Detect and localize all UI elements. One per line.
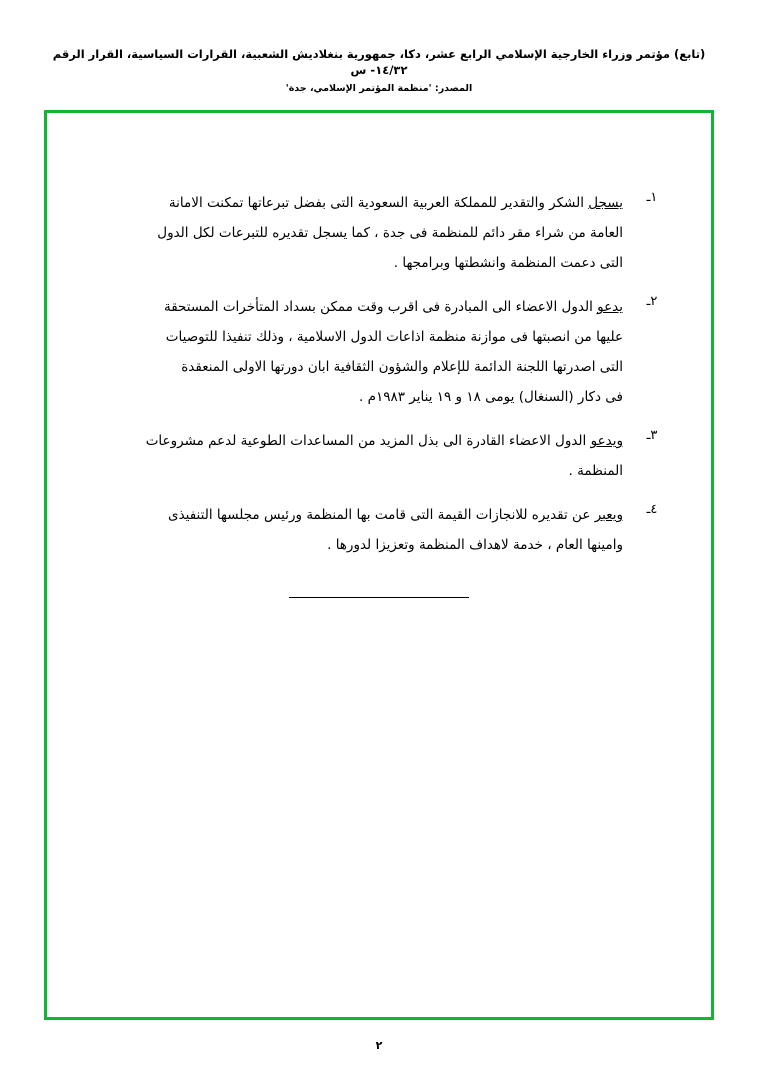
list-item-body — [77, 426, 623, 486]
paragraph-line — [77, 188, 623, 218]
page-number: ٢ — [375, 1039, 383, 1052]
paragraph-line — [77, 426, 623, 456]
paragraph-line: التى دعمت المنظمة وانشطتها وبرامجها . — [393, 255, 623, 271]
paragraph-text: الشكر والتقدير للمملكة العربية السعودية التى بفضل تبرعاتها تمكنت الامانة — [168, 195, 584, 211]
list-item-number: ١ـ — [646, 190, 658, 205]
list-item — [77, 500, 681, 560]
document-body — [77, 188, 681, 605]
paragraph-lead-word: يدعو — [597, 299, 623, 315]
paragraph-line: وامينها العام ، خدمة لاهداف المنظمة وتعزيزا لدورها . — [327, 537, 623, 553]
paragraph-line — [77, 500, 623, 530]
paragraph-line: العامة من شراء مقر دائم للمنظمة فى جدة ، كما يسجل تقديره للتبرعات لكل الدول — [157, 225, 623, 241]
paragraph-line: التى اصدرتها اللجنة الدائمة للإعلام والشؤون الثقافية ابان دورتها الاولى المنعقدة — [181, 359, 623, 375]
header-source-line: المصدر: 'منظمة المؤتمر الإسلامي، جدة' — [285, 83, 473, 94]
list-item-number: ٢ـ — [646, 294, 658, 309]
list-item — [77, 292, 681, 412]
list-item-body — [77, 500, 623, 560]
list-item-body — [77, 292, 623, 412]
list-item-number: ٤ـ — [646, 502, 658, 517]
paragraph-line: عليها من انصبتها فى موازنة منظمة اذاعات الدول الاسلامية ، وذلك تنفيذا للتوصيات — [165, 329, 623, 345]
document-frame-border — [44, 110, 714, 1020]
section-divider — [77, 586, 681, 605]
list-item — [77, 188, 681, 278]
paragraph-lead-word: ويعبر — [594, 507, 623, 523]
list-item-number: ٣ـ — [646, 428, 658, 443]
paragraph-lead-word: يسجل — [588, 195, 623, 211]
list-item-body — [77, 188, 623, 278]
document-header — [0, 46, 758, 96]
horizontal-rule — [289, 596, 469, 598]
paragraph-line: فى دكار (السنغال) يومى ١٨ و ١٩ يناير ١٩٨٣م . — [359, 389, 623, 405]
list-item — [77, 426, 681, 486]
paragraph-line — [77, 292, 623, 322]
header-title-line: (تابع) مؤتمر وزراء الخارجية الإسلامي الرابع عشر، دكا، جمهورية بنغلاديش الشعبية، القرارات السياسية، القرار الرقم ١٤/٣٢- س — [52, 47, 706, 77]
paragraph-text: عن تقديره للانجازات القيمة التى قامت بها المنظمة ورئيس مجلسها التنفيذى — [168, 507, 591, 523]
paragraph-lead-word: ويدعو — [590, 433, 623, 449]
paragraph-line: المنظمة . — [568, 463, 623, 479]
paragraph-text: الدول الاعضاء الى المبادرة فى اقرب وقت ممكن بسداد المتأخرات المستحقة — [163, 299, 593, 315]
paragraph-text: الدول الاعضاء القادرة الى بذل المزيد من المساعدات الطوعية لدعم مشروعات — [145, 433, 587, 449]
